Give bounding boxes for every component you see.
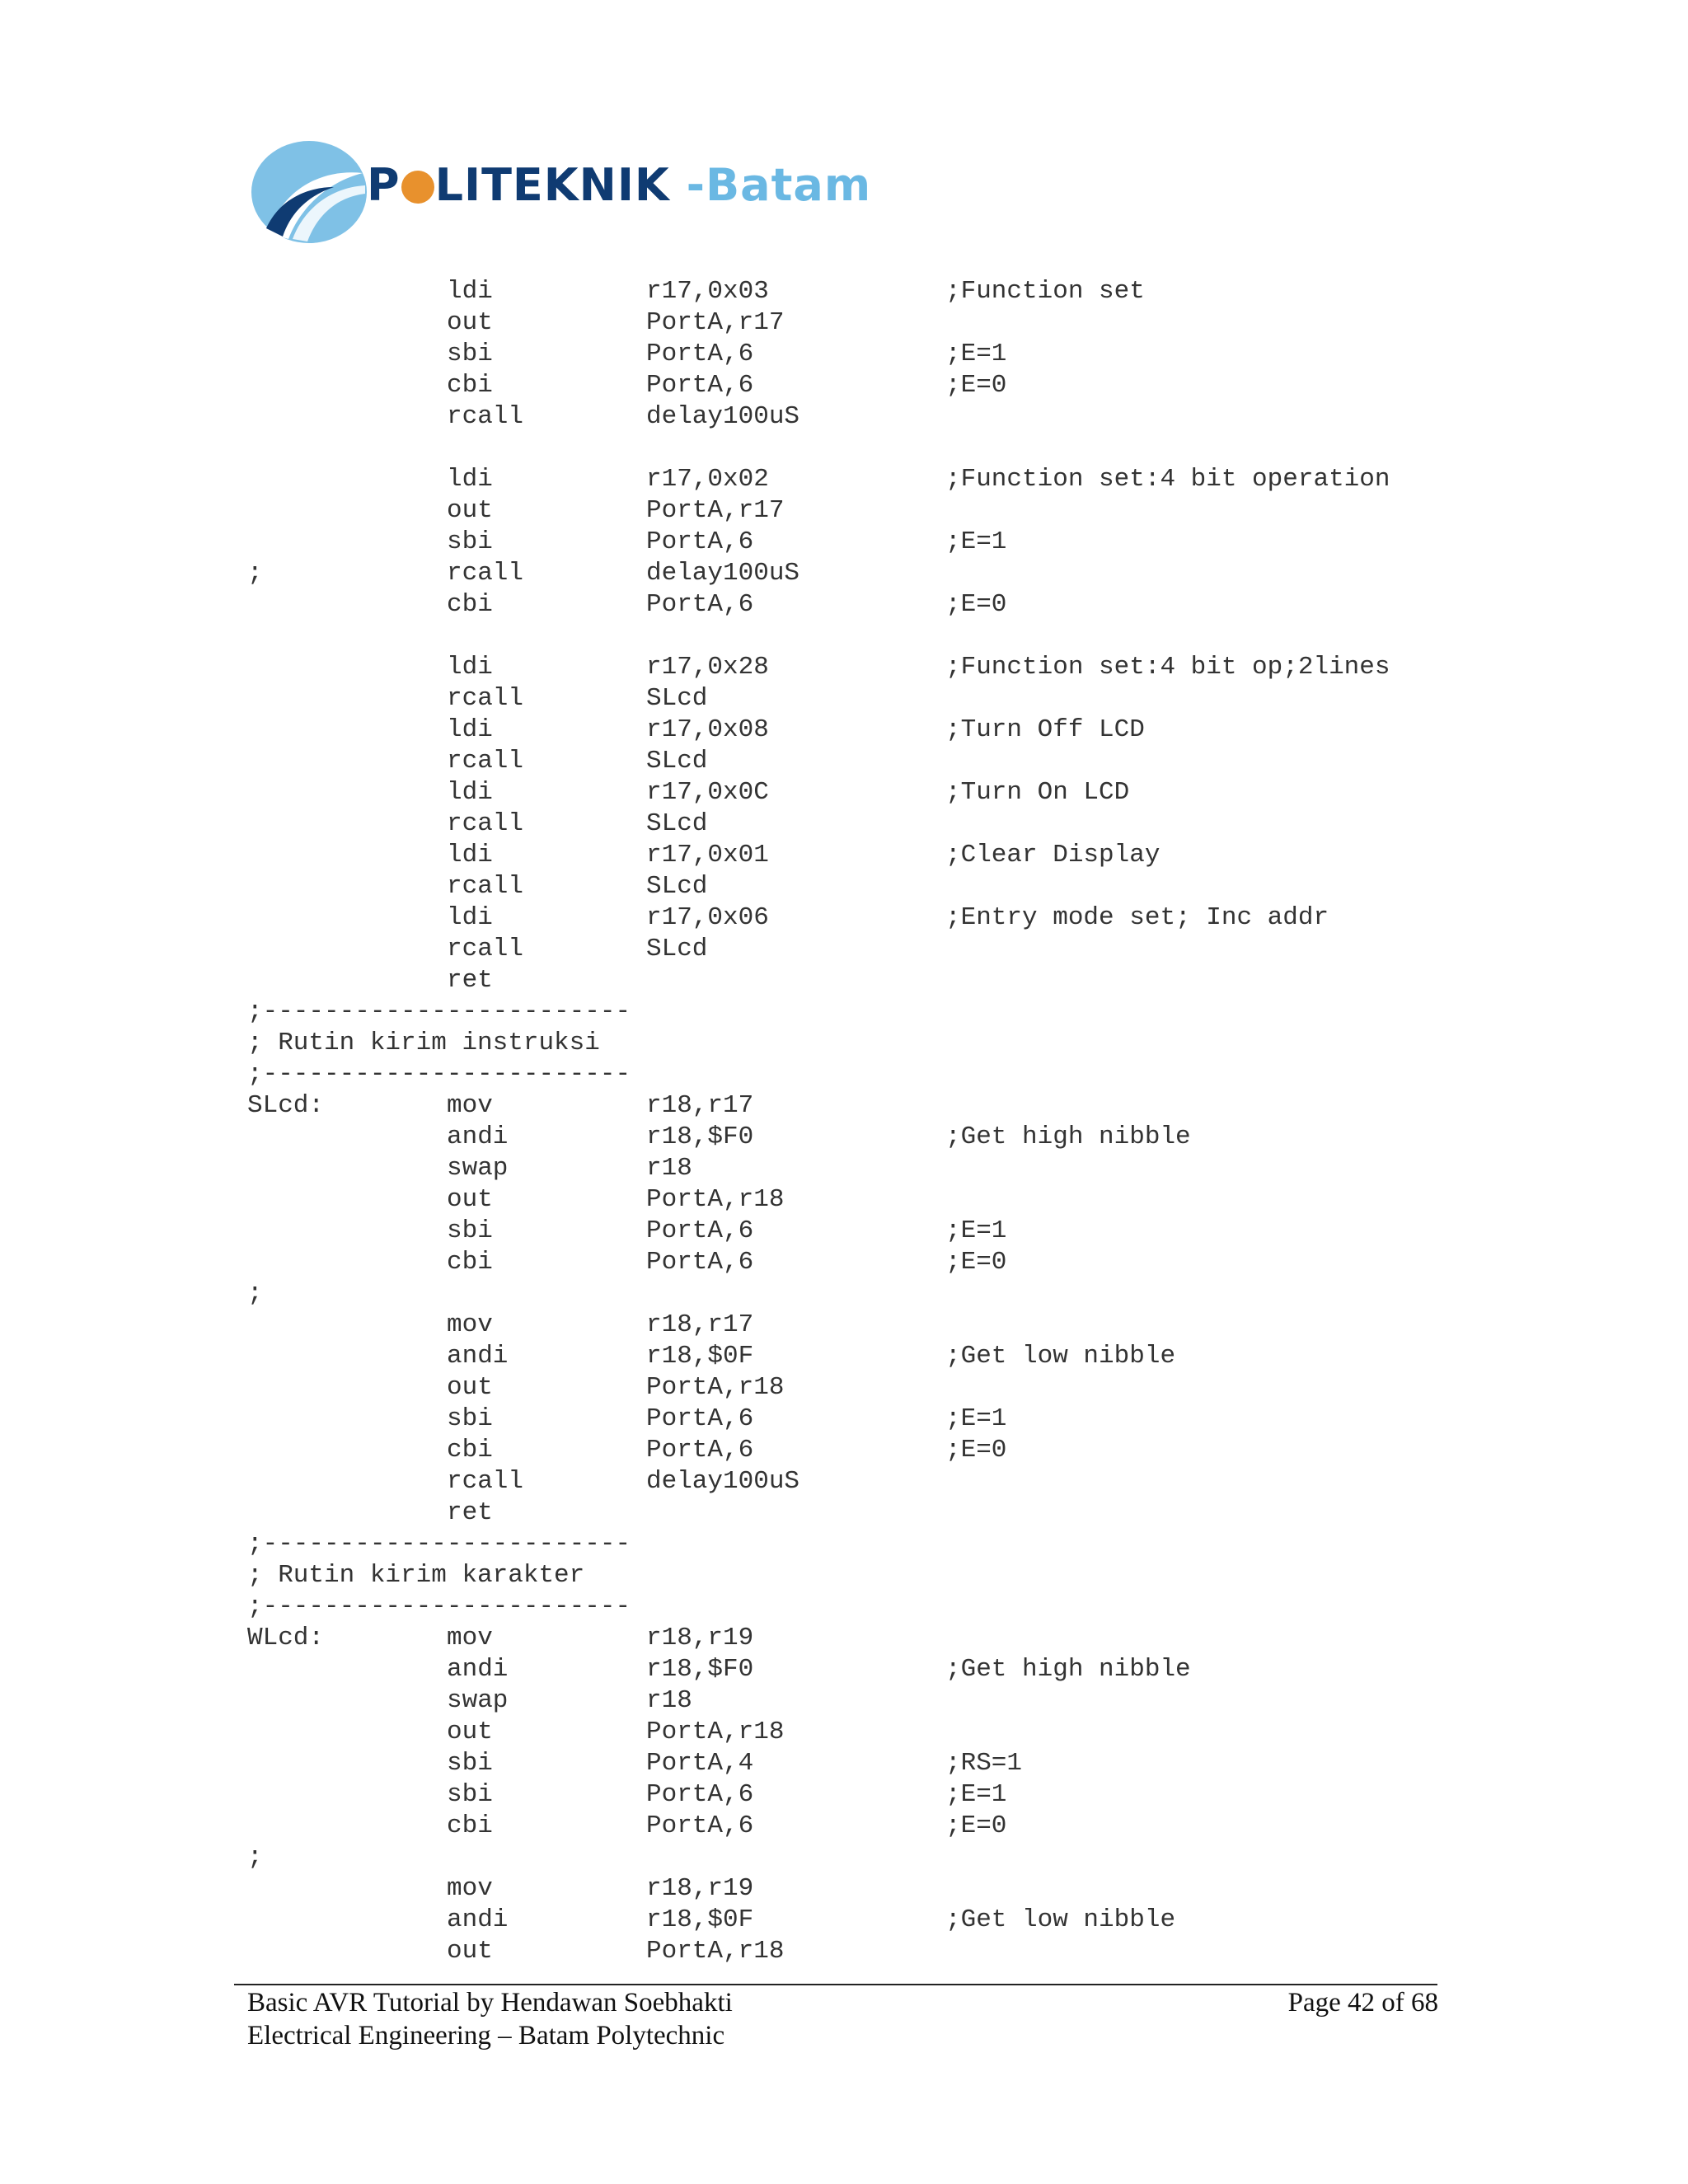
code-line xyxy=(247,840,1442,871)
code-operand: PortA,r18 xyxy=(646,1185,785,1214)
code-comment: ;E=1 xyxy=(945,1216,1007,1245)
code-line xyxy=(247,1717,1442,1748)
code-comment: ;E=0 xyxy=(945,1248,1007,1277)
code-operand: PortA,6 xyxy=(646,1780,754,1809)
footer-divider xyxy=(234,1984,1437,1985)
code-line xyxy=(247,1466,1442,1497)
code-line xyxy=(247,1278,1442,1310)
code-line xyxy=(247,527,1442,558)
code-comment: ;RS=1 xyxy=(945,1749,1023,1778)
code-line xyxy=(247,1028,1442,1059)
code-comment: ;E=1 xyxy=(945,1780,1007,1809)
code-mnemonic: ldi xyxy=(447,778,493,807)
code-mnemonic: mov xyxy=(447,1624,493,1652)
code-mnemonic: ldi xyxy=(447,465,493,494)
code-operand: PortA,6 xyxy=(646,1811,754,1840)
code-comment: ;Entry mode set; Inc addr xyxy=(945,903,1329,932)
code-line xyxy=(247,965,1442,996)
code-line xyxy=(247,558,1442,589)
code-line xyxy=(247,1216,1442,1247)
code-line xyxy=(247,276,1442,307)
code-operand: PortA,r18 xyxy=(646,1937,785,1966)
code-line xyxy=(247,652,1442,683)
code-comment: ;E=1 xyxy=(945,527,1007,556)
code-operand: SLcd xyxy=(646,872,708,901)
code-comment: ;E=0 xyxy=(945,1811,1007,1840)
code-operand: r18,$0F xyxy=(646,1342,754,1371)
code-line xyxy=(247,902,1442,934)
code-mnemonic: mov xyxy=(447,1310,493,1339)
code-operand: delay100uS xyxy=(646,402,800,431)
code-comment: ;Get low nibble xyxy=(945,1342,1176,1371)
code-mnemonic: out xyxy=(447,308,493,337)
logo-primary-text: LITEKNIK xyxy=(434,159,670,211)
code-operand: PortA,6 xyxy=(646,340,754,368)
code-mnemonic: cbi xyxy=(447,1436,493,1465)
code-line xyxy=(247,1591,1442,1623)
code-operand: r18,$0F xyxy=(646,1905,754,1934)
code-label: ; Rutin kirim instruksi xyxy=(247,1029,600,1057)
code-line xyxy=(247,1497,1442,1529)
code-line xyxy=(247,464,1442,495)
code-line xyxy=(247,808,1442,840)
code-operand: SLcd xyxy=(646,684,708,713)
code-operand: PortA,6 xyxy=(646,527,754,556)
code-operand: r17,0x0C xyxy=(646,778,769,807)
code-comment: ;Get high nibble xyxy=(945,1122,1191,1151)
code-operand: r18,r17 xyxy=(646,1310,754,1339)
code-comment: ;Clear Display xyxy=(945,841,1160,869)
code-mnemonic: swap xyxy=(447,1686,509,1715)
code-line xyxy=(247,1247,1442,1278)
footer-left xyxy=(247,1986,733,2052)
code-mnemonic: andi xyxy=(447,1655,509,1684)
code-label: SLcd: xyxy=(247,1091,325,1120)
code-comment: ;Get low nibble xyxy=(945,1905,1176,1934)
code-label: ; xyxy=(247,559,263,588)
code-mnemonic: cbi xyxy=(447,1248,493,1277)
code-comment: ;Get high nibble xyxy=(945,1655,1191,1684)
code-mnemonic: sbi xyxy=(447,1749,493,1778)
page-number: Page 42 of 68 xyxy=(1287,1988,1438,2018)
code-operand: PortA,6 xyxy=(646,1248,754,1277)
code-comment: ;E=1 xyxy=(945,340,1007,368)
politeknik-batam-logo xyxy=(251,136,872,247)
code-mnemonic: sbi xyxy=(447,1780,493,1809)
code-operand: r18,r19 xyxy=(646,1624,754,1652)
code-mnemonic: andi xyxy=(447,1342,509,1371)
code-line xyxy=(247,1435,1442,1466)
logo-secondary-text: -Batam xyxy=(669,159,872,211)
code-label: ;------------------------ xyxy=(247,1530,631,1558)
code-comment: ;E=1 xyxy=(945,1404,1007,1433)
code-operand: SLcd xyxy=(646,747,708,776)
code-line xyxy=(247,495,1442,527)
code-comment: ;Turn Off LCD xyxy=(945,715,1145,744)
code-operand: r18,r19 xyxy=(646,1874,754,1903)
code-mnemonic: rcall xyxy=(447,872,524,901)
code-mnemonic: cbi xyxy=(447,590,493,619)
code-mnemonic: rcall xyxy=(447,747,524,776)
code-line xyxy=(247,1153,1442,1184)
footer-department: Electrical Engineering – Batam Polytechnic xyxy=(247,2021,725,2050)
code-mnemonic: ret xyxy=(447,1498,493,1527)
code-line xyxy=(247,1654,1442,1685)
code-line xyxy=(247,1310,1442,1341)
code-mnemonic: ldi xyxy=(447,277,493,306)
code-line xyxy=(247,1842,1442,1873)
code-operand: r18,$F0 xyxy=(646,1655,754,1684)
code-label: ;------------------------ xyxy=(247,1060,631,1089)
code-line xyxy=(247,1936,1442,1967)
code-mnemonic: ldi xyxy=(447,715,493,744)
code-mnemonic: ldi xyxy=(447,903,493,932)
code-line xyxy=(247,1623,1442,1654)
code-mnemonic: sbi xyxy=(447,340,493,368)
code-operand: r17,0x02 xyxy=(646,465,769,494)
code-line xyxy=(247,746,1442,777)
code-operand: PortA,6 xyxy=(646,590,754,619)
code-mnemonic: out xyxy=(447,1185,493,1214)
code-line xyxy=(247,934,1442,965)
code-mnemonic: mov xyxy=(447,1874,493,1903)
code-label: WLcd: xyxy=(247,1624,325,1652)
code-line xyxy=(247,1341,1442,1372)
code-operand: PortA,6 xyxy=(646,371,754,400)
code-operand: r18 xyxy=(646,1686,692,1715)
code-comment: ;E=0 xyxy=(945,1436,1007,1465)
code-mnemonic: mov xyxy=(447,1091,493,1120)
code-mnemonic: cbi xyxy=(447,1811,493,1840)
code-operand: PortA,6 xyxy=(646,1404,754,1433)
code-mnemonic: ret xyxy=(447,966,493,995)
code-operand: r18,r17 xyxy=(646,1091,754,1120)
code-label: ; xyxy=(247,1843,263,1872)
code-mnemonic: swap xyxy=(447,1154,509,1183)
code-operand: r17,0x08 xyxy=(646,715,769,744)
code-line xyxy=(247,871,1442,902)
code-operand: PortA,r18 xyxy=(646,1373,785,1402)
code-mnemonic: out xyxy=(447,1373,493,1402)
code-line xyxy=(247,339,1442,370)
code-operand: PortA,6 xyxy=(646,1436,754,1465)
code-line xyxy=(247,1560,1442,1591)
logo-orange-dot xyxy=(401,171,434,204)
code-line xyxy=(247,715,1442,746)
code-line xyxy=(247,1873,1442,1905)
code-operand: delay100uS xyxy=(646,559,800,588)
code-line xyxy=(247,1122,1442,1153)
code-label: ; Rutin kirim karakter xyxy=(247,1561,585,1590)
code-mnemonic: rcall xyxy=(447,559,524,588)
code-line xyxy=(247,1059,1442,1090)
code-operand: r17,0x03 xyxy=(646,277,769,306)
code-operand: delay100uS xyxy=(646,1467,800,1496)
code-mnemonic: sbi xyxy=(447,1216,493,1245)
code-mnemonic: out xyxy=(447,496,493,525)
code-line xyxy=(247,1404,1442,1435)
code-line xyxy=(247,1184,1442,1216)
code-label: ;------------------------ xyxy=(247,997,631,1026)
logo-wordmark xyxy=(367,159,871,211)
code-line xyxy=(247,1779,1442,1811)
code-operand: r18 xyxy=(646,1154,692,1183)
code-mnemonic: rcall xyxy=(447,809,524,838)
code-line xyxy=(247,1372,1442,1404)
footer-title: Basic AVR Tutorial by Hendawan Soebhakti xyxy=(247,1988,733,2018)
code-mnemonic: andi xyxy=(447,1122,509,1151)
code-operand: SLcd xyxy=(646,935,708,963)
code-line xyxy=(247,1685,1442,1717)
code-line xyxy=(247,1748,1442,1779)
code-line xyxy=(247,777,1442,808)
code-operand: PortA,r17 xyxy=(646,496,785,525)
code-label: ;------------------------ xyxy=(247,1592,631,1621)
code-operand: r17,0x01 xyxy=(646,841,769,869)
code-operand: PortA,r18 xyxy=(646,1718,785,1746)
code-comment: ;E=0 xyxy=(945,371,1007,400)
code-mnemonic: cbi xyxy=(447,371,493,400)
code-line xyxy=(247,1090,1442,1122)
code-mnemonic: rcall xyxy=(447,1467,524,1496)
code-comment: ;Function set:4 bit operation xyxy=(945,465,1390,494)
code-comment: ;Turn On LCD xyxy=(945,778,1130,807)
code-operand: PortA,r17 xyxy=(646,308,785,337)
code-line xyxy=(247,307,1442,339)
code-line xyxy=(247,1905,1442,1936)
code-mnemonic: out xyxy=(447,1937,493,1966)
code-mnemonic: rcall xyxy=(447,402,524,431)
code-line xyxy=(247,621,1442,652)
code-operand: SLcd xyxy=(646,809,708,838)
code-mnemonic: sbi xyxy=(447,1404,493,1433)
code-label: ; xyxy=(247,1279,263,1308)
code-operand: r17,0x28 xyxy=(646,653,769,682)
code-comment: ;Function set xyxy=(945,277,1145,306)
code-operand: r18,$F0 xyxy=(646,1122,754,1151)
code-operand: PortA,6 xyxy=(646,1216,754,1245)
code-mnemonic: rcall xyxy=(447,684,524,713)
code-comment: ;E=0 xyxy=(945,590,1007,619)
code-mnemonic: sbi xyxy=(447,527,493,556)
code-line xyxy=(247,996,1442,1028)
code-mnemonic: ldi xyxy=(447,653,493,682)
code-line xyxy=(247,401,1442,433)
code-line xyxy=(247,589,1442,621)
code-line xyxy=(247,1811,1442,1842)
logo-p: P xyxy=(367,159,401,211)
code-mnemonic: ldi xyxy=(447,841,493,869)
code-mnemonic: andi xyxy=(447,1905,509,1934)
code-line xyxy=(247,370,1442,401)
code-operand: r17,0x06 xyxy=(646,903,769,932)
code-mnemonic: rcall xyxy=(447,935,524,963)
code-line xyxy=(247,433,1442,464)
code-comment: ;Function set:4 bit op;2lines xyxy=(945,653,1390,682)
code-line xyxy=(247,1529,1442,1560)
assembly-code-listing xyxy=(247,276,1442,1967)
code-mnemonic: out xyxy=(447,1718,493,1746)
code-line xyxy=(247,683,1442,715)
code-operand: PortA,4 xyxy=(646,1749,754,1778)
